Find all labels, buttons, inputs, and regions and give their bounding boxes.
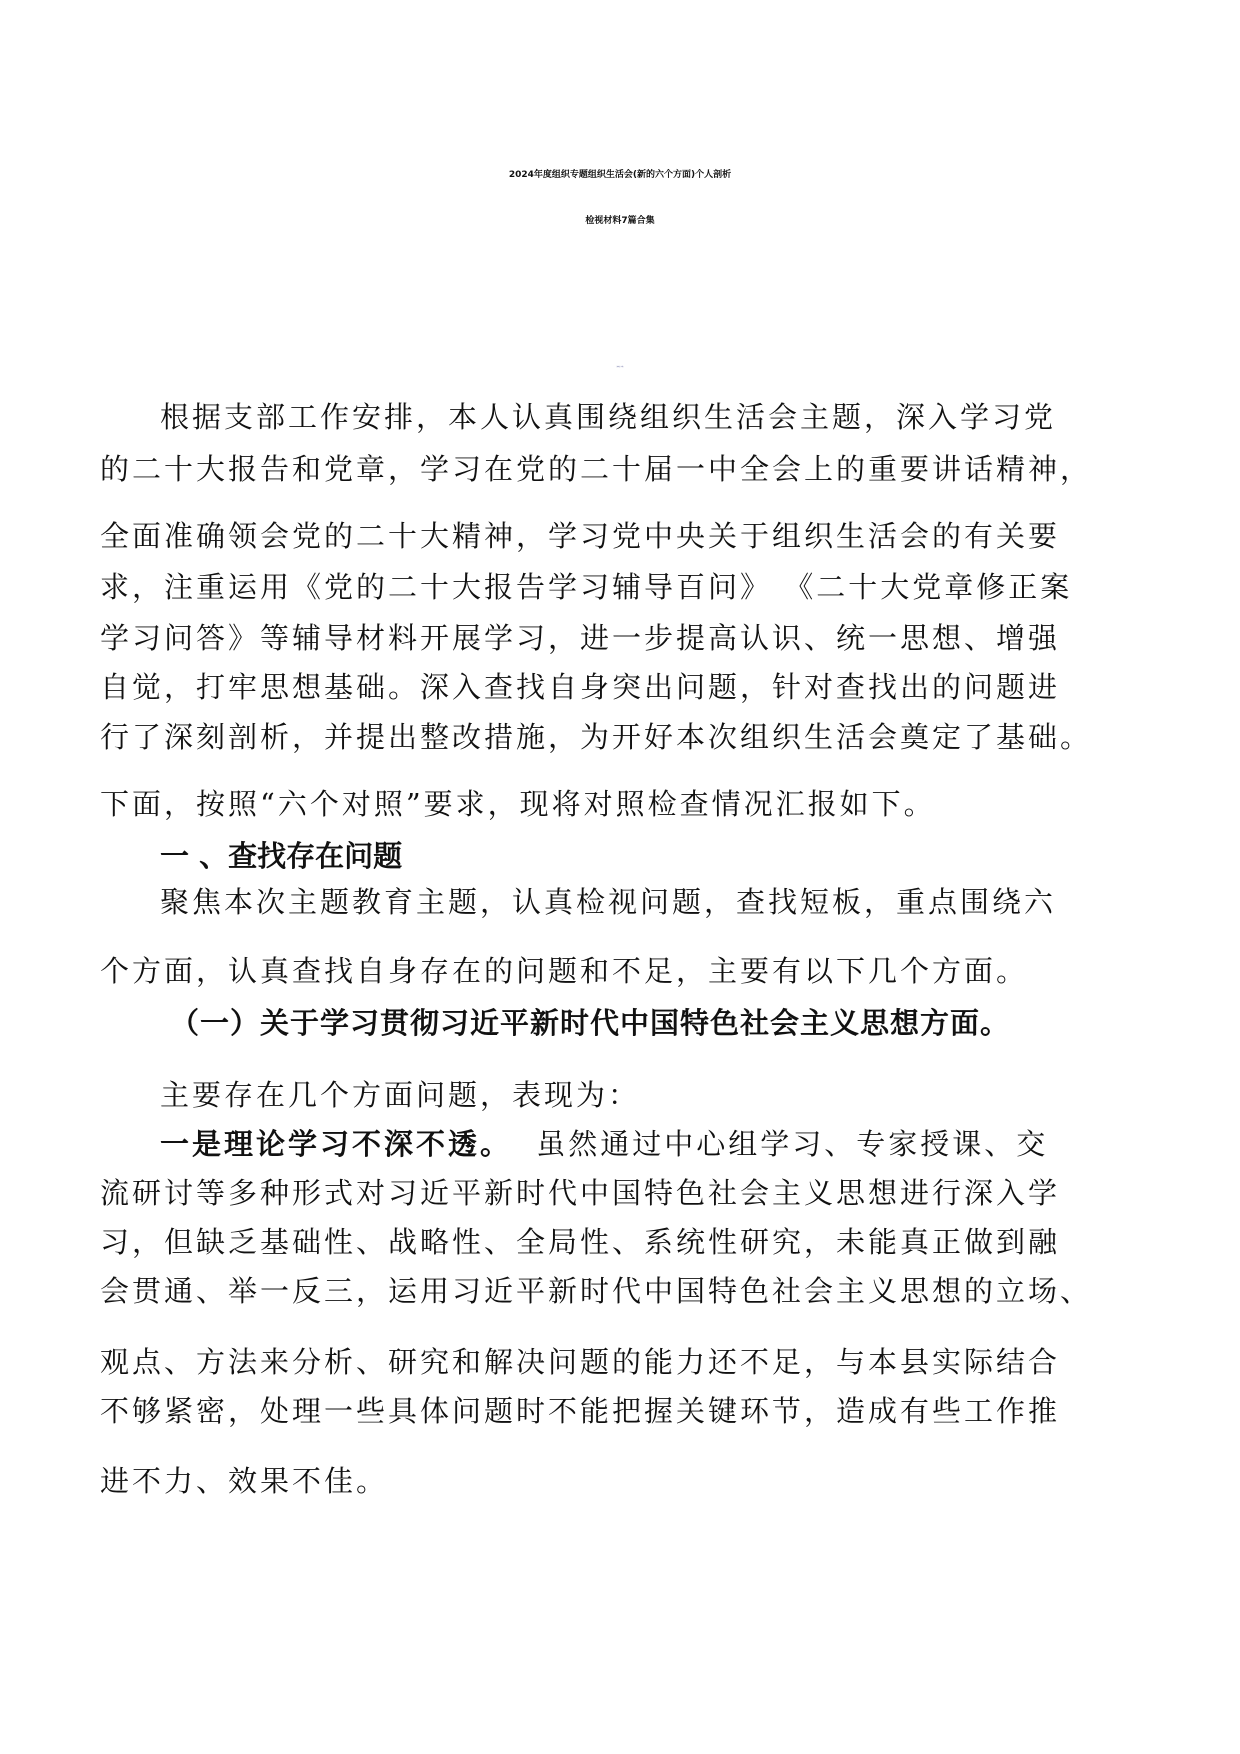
point-1-line-3: 习，但缺乏基础性、战略性、全局性、系统性研究，未能真正做到融 xyxy=(100,1225,1061,1259)
section-1-heading: 一 、查找存在问题 xyxy=(160,839,403,873)
intro-line-4: 求，注重运用《党的二十大报告学习辅导百问》 《二十大党章修正案 xyxy=(100,570,1073,604)
point-1-lead: 一是理论学习不深不透。 xyxy=(160,1127,513,1161)
section-1-line-2: 个方面，认真查找自身存在的问题和不足，主要有以下几个方面。 xyxy=(100,954,1029,988)
point-1-line-5: 观点、方法来分析、研究和解决问题的能力还不足，与本县实际结合 xyxy=(100,1345,1061,1379)
document-title-line-1: 2024年度组织专题组织生活会(新的六个方面)个人剖析 xyxy=(508,170,732,180)
point-1-line-4: 会贯通、举一反三，运用习近平新时代中国特色社会主义思想的立场、 xyxy=(100,1274,1093,1308)
point-1-line-1: 虽然通过中心组学习、专家授课、交 xyxy=(536,1127,1049,1161)
intro-line-1: 根据支部工作安排，本人认真围绕组织生活会主题，深入学习党 xyxy=(160,400,1057,434)
subsection-1-heading: （一）关于学习贯彻习近平新时代中国特色社会主义思想方面。 xyxy=(170,1006,1011,1040)
point-1-line-7: 进不力、效果不佳。 xyxy=(100,1464,389,1498)
document-title-line-2: 检视材料7篇合集 xyxy=(585,216,655,226)
section-1-line-1: 聚焦本次主题教育主题，认真检视问题，查找短板，重点围绕六 xyxy=(160,885,1057,919)
intro-line-5: 学习问答》等辅导材料开展学习，进一步提高认识、统一思想、增强 xyxy=(100,621,1061,655)
part-label: 第1篇，共7篇 xyxy=(616,367,624,368)
intro-line-6: 自觉，打牢思想基础。深入查找自身突出问题，针对查找出的问题进 xyxy=(100,670,1061,704)
intro-line-3: 全面准确领会党的二十大精神，学习党中央关于组织生活会的有关要 xyxy=(100,519,1061,553)
point-1-line-2: 流研讨等多种形式对习近平新时代中国特色社会主义思想进行深入学 xyxy=(100,1176,1061,1210)
sub-intro-line: 主要存在几个方面问题，表现为： xyxy=(160,1078,641,1112)
intro-line-2: 的二十大报告和党章，学习在党的二十届一中全会上的重要讲话精神， xyxy=(100,452,1093,486)
point-1-first-line xyxy=(160,1126,1048,1162)
intro-line-7: 行了深刻剖析，并提出整改措施，为开好本次组织生活会奠定了基础。 xyxy=(100,720,1093,754)
intro-line-8: 下面，按照“六个对照”要求，现将对照检查情况汇报如下。 xyxy=(100,787,936,821)
point-1-line-6: 不够紧密，处理一些具体问题时不能把握关键环节，造成有些工作推 xyxy=(100,1394,1061,1428)
